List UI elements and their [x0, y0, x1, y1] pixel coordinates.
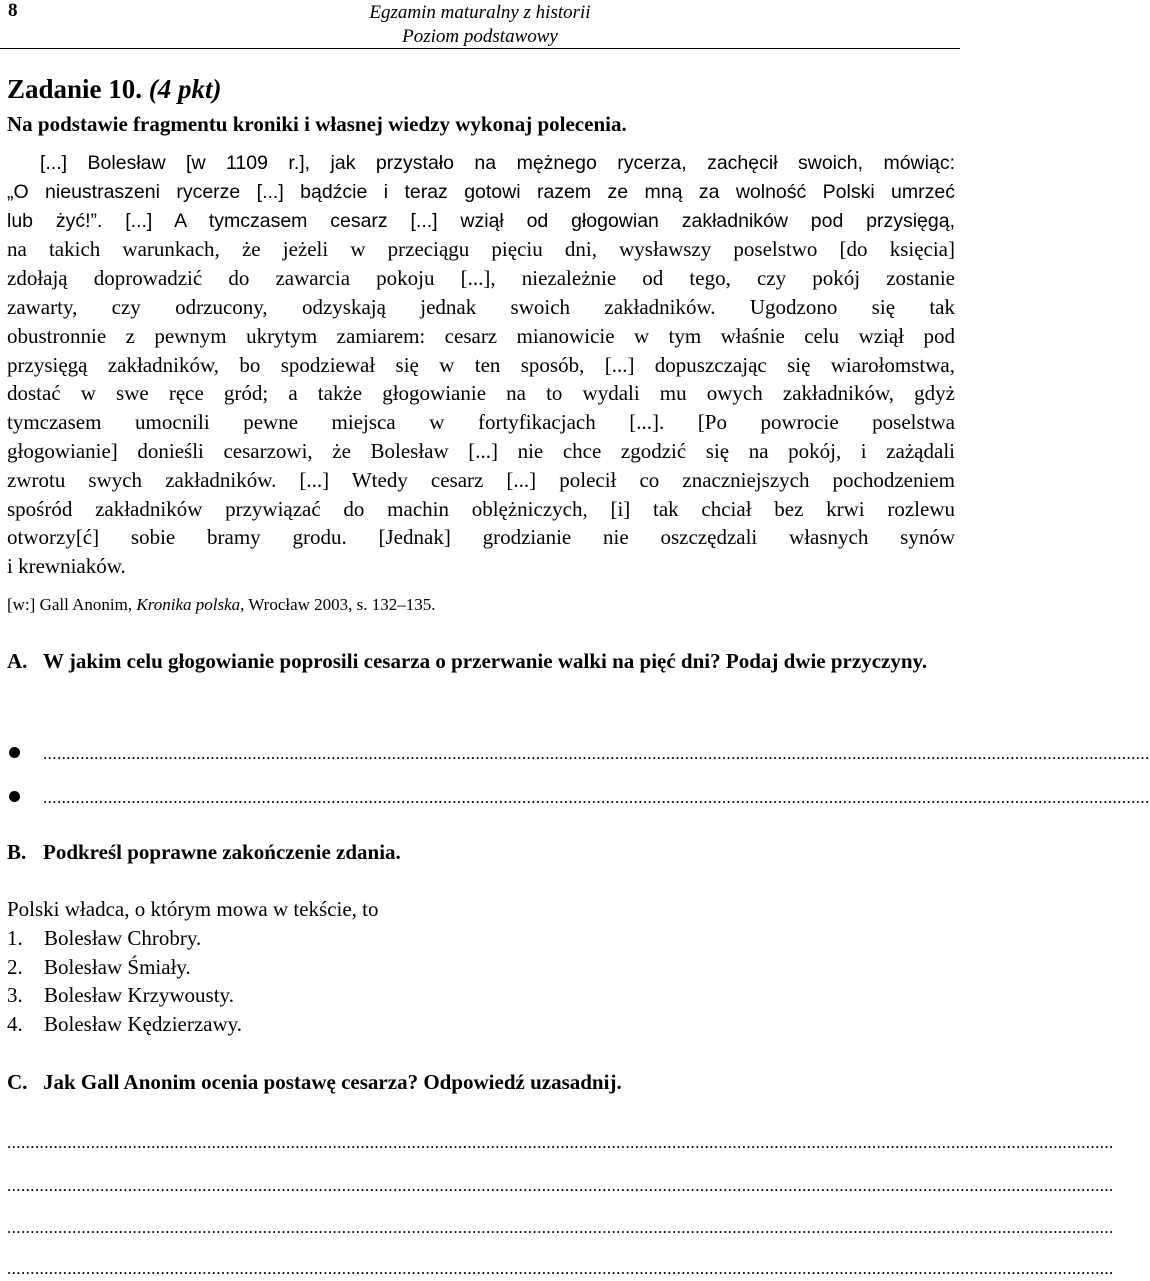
source-line: na takich warunkach, że jeżeli w przeciągu pięciu dni, wysławszy poselstwo [do księcia] [7, 237, 955, 262]
option-1[interactable] [7, 924, 242, 953]
citation-suffix: , Wrocław 2003, s. 132–135. [240, 595, 436, 614]
source-line: obustronnie z pewnym ukrytym zamiarem: cesarz mianowicie w tym właśnie celu wziął pod [7, 323, 955, 348]
source-line: zawarty, czy odrzucony, odzyskają jednak swoich zakładników. Ugodzono się tak [7, 294, 955, 319]
task-title: Zadanie 10. [7, 74, 143, 104]
source-line: przysięgą zakładników, bo spodziewał się w ten sposób, [...] dopuszczając się wiarołomstwa, [7, 352, 955, 377]
answer-a-line-1[interactable] [7, 744, 1150, 766]
option-label: Bolesław Chrobry. [44, 926, 202, 950]
source-line: lub żyć!”. [...] A tymczasem cesarz [...] wziął od głogowian zakładników pod przysięgą, [7, 209, 955, 232]
source-line: otworzy[ć] sobie bramy grodu. [Jednak] grodzianie nie oszczędzali własnych synów [7, 525, 955, 550]
source-line: i krewniaków. [7, 554, 126, 579]
answer-c-line-3[interactable]: .............................................................................................................................................................................................................................................. [7, 1218, 1114, 1237]
question-c [7, 1068, 957, 1097]
question-b-text: Podkreśl poprawne zakończenie zdania. [43, 840, 401, 864]
answer-a-line-2[interactable] [7, 788, 1150, 810]
option-number: 2. [7, 954, 23, 979]
answer-c-line-2[interactable]: .............................................................................................................................................................................................................................................. [7, 1176, 1114, 1195]
source-line: zwrotu swych zakładników. [...] Wtedy cesarz [...] polecił co znaczniejszych pochodzeniem [7, 467, 955, 492]
question-a [7, 647, 957, 676]
source-line: tymczasem umocnili pewne miejsca w fortyfikacjach [...]. [Po powrocie poselstwa [7, 410, 955, 435]
source-citation [7, 593, 436, 617]
option-label: Bolesław Śmiały. [44, 954, 191, 979]
option-label: Bolesław Kędzierzawy. [44, 1012, 243, 1037]
citation-prefix: [w:] Gall Anonim, [7, 595, 137, 614]
option-2[interactable] [7, 953, 242, 982]
option-number: 4. [7, 1012, 23, 1037]
bullet-icon [9, 791, 20, 802]
source-line: dostać w swe ręce gród; a także głogowianie na to wydali mu owych zakładników, gdyż [7, 381, 955, 406]
header-divider [0, 48, 960, 49]
exam-title: Egzamin maturalny z historii [369, 2, 591, 23]
option-number: 3. [7, 983, 23, 1008]
option-number: 1. [7, 926, 23, 950]
citation-work: Kronika polska [136, 595, 241, 614]
answer-dots: .............................................................................................................................................................................................................................................. [43, 788, 1150, 807]
source-line: [...] Bolesław [w 1109 r.], jak przystało na mężnego rycerza, zachęcił swoich, mówiąc: [40, 152, 955, 174]
task-instruction: Na podstawie fragmentu kroniki i własnej wiedzy wykonaj polecenia. [7, 112, 627, 136]
option-3[interactable] [7, 981, 242, 1010]
task-points: (4 pkt) [148, 74, 222, 104]
question-a-text: W jakim celu głogowianie poprosili cesarza o przerwanie walki na pięć dni? Podaj dwie przyczyny. [43, 649, 928, 673]
question-b [7, 838, 957, 867]
page-number: 8 [8, 0, 18, 21]
option-4[interactable] [7, 1010, 242, 1039]
source-line: spośród zakładników przywiązać do machin oblężniczych, [i] tak chciał bez krwi rozlewu [7, 496, 955, 521]
source-line: głogowianie] donieśli cesarzowi, że Bolesław [...] nie chce zgodzić się na pokój, i zażądali [7, 438, 955, 463]
question-c-text: Jak Gall Anonim ocenia postawę cesarza? Odpowiedź uzasadnij. [43, 1070, 622, 1094]
source-line: zdołają doprowadzić do zawarcia pokoju [...], niezależnie od tego, czy pokój zostanie [7, 266, 955, 291]
question-c-letter: C. [7, 1070, 28, 1094]
exam-level: Poziom podstawowy [402, 26, 558, 47]
question-a-letter: A. [7, 649, 28, 673]
exam-header [0, 1, 960, 49]
answer-c-line-4[interactable]: .............................................................................................................................................................................................................................................. [7, 1259, 1114, 1278]
chronicle-excerpt [7, 149, 955, 581]
answer-dots: .............................................................................................................................................................................................................................................. [43, 744, 1150, 763]
option-label: Bolesław Krzywousty. [44, 983, 234, 1008]
bullet-icon [9, 747, 20, 758]
question-b-letter: B. [7, 840, 27, 864]
answer-c-line-1[interactable]: .............................................................................................................................................................................................................................................. [7, 1133, 1114, 1152]
task-heading [7, 73, 222, 105]
source-line: „O nieustraszeni rycerze [...] bądźcie i teraz gotowi razem ze mną za wolność Polski umrzeć [7, 180, 955, 203]
answer-options [7, 924, 242, 1039]
question-b-prompt: Polski władca, o którym mowa w tekście, to [7, 897, 379, 921]
